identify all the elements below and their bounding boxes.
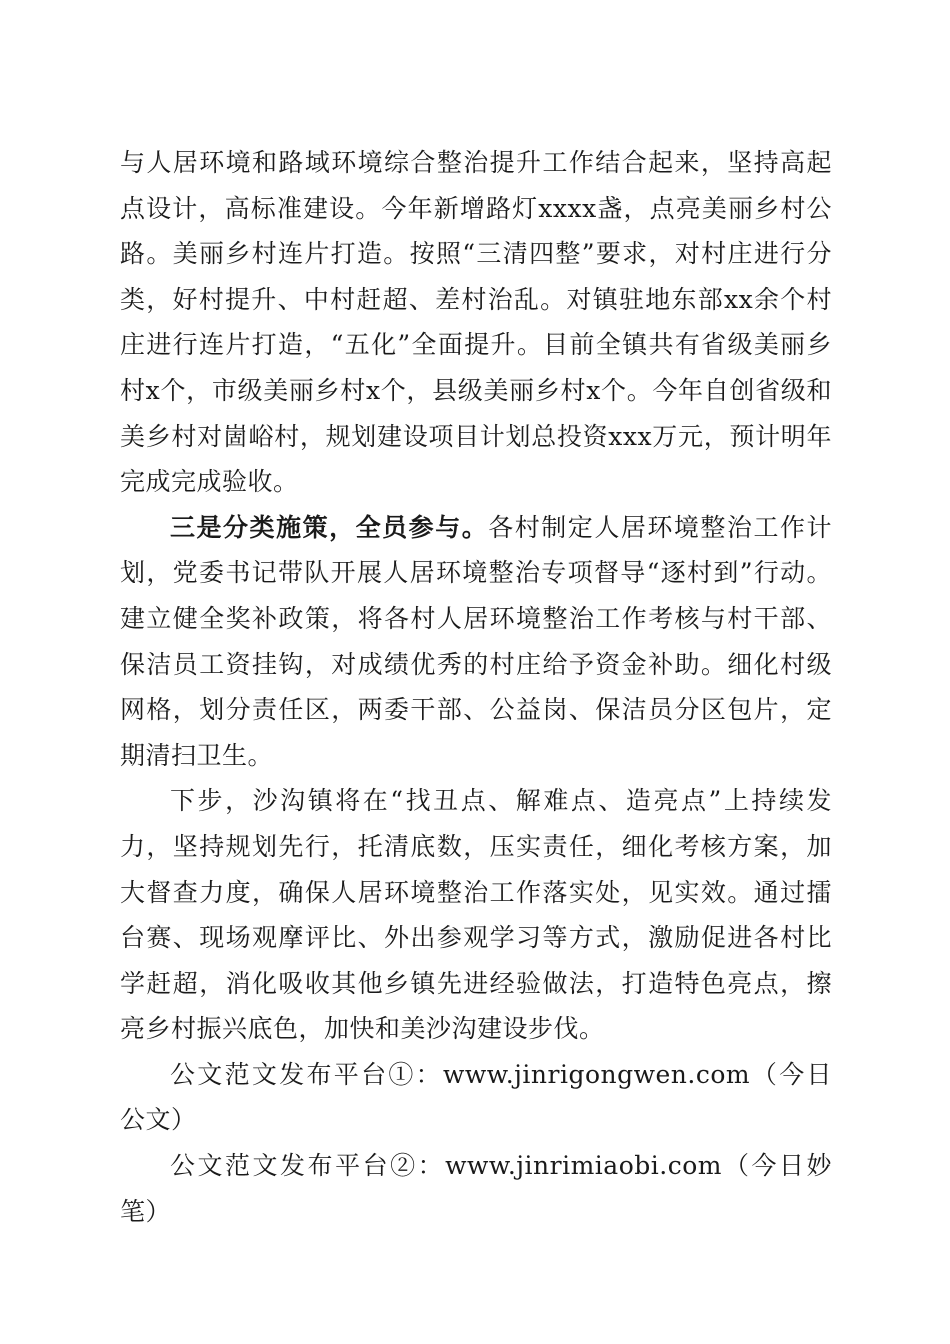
platform-link-2: 公文范文发布平台②：www.jinrimiaobi.com（今日妙笔） [120, 1151, 832, 1226]
paragraph-continuation: 与人居环境和路域环境综合整治提升工作结合起来，坚持高起点设计，高标准建设。今年新增路灯xxxx盏，点亮美丽乡村公路。美丽乡村连片打造。按照“三清四整”要求，对村庄进行分类，好村提升、中村赶超、差村治乱。对镇驻地东部xx余个村庄进行连片打造，“五化”全面提升。目前全镇共有省级美丽乡村x个，市级美丽乡村x个，县级美丽乡村x个。今年自创省级和美乡村对崮峪村，规划建设项目计划总投资xxx万元，预计明年完成完成验收。 [120, 148, 832, 497]
platform-link-1: 公文范文发布平台①：www.jinrigongwen.com（今日公文） [120, 1059, 832, 1135]
paragraph-next-steps: 下步，沙沟镇将在“找丑点、解难点、造亮点”上持续发力，坚持规划先行，托清底数，压实责任，细化考核方案，加大督查力度，确保人居环境整治工作落实处，见实效。通过擂台赛、现场观摩评比、外出参观学习等方式，激励促进各村比学赶超，消化吸收其他乡镇先进经验做法，打造特色亮点，擦亮乡村振兴底色，加快和美沙沟建设步伐。 [120, 786, 832, 1044]
paragraph-lead-heading: 三是分类施策，全员参与。 [170, 512, 489, 542]
paragraph-classified-measures [120, 505, 832, 779]
paragraph-body: 各村制定人居环境整治工作计划，党委书记带队开展人居环境整治专项督导“逐村到”行动。建立健全奖补政策，将各村人居环境整治工作考核与村干部、保洁员工资挂钩，对成绩优秀的村庄给予资金补助。细化村级网格，划分责任区，两委干部、公益岗、保洁员分区包片，定期清扫卫生。 [120, 512, 832, 770]
document-page [120, 140, 832, 1234]
